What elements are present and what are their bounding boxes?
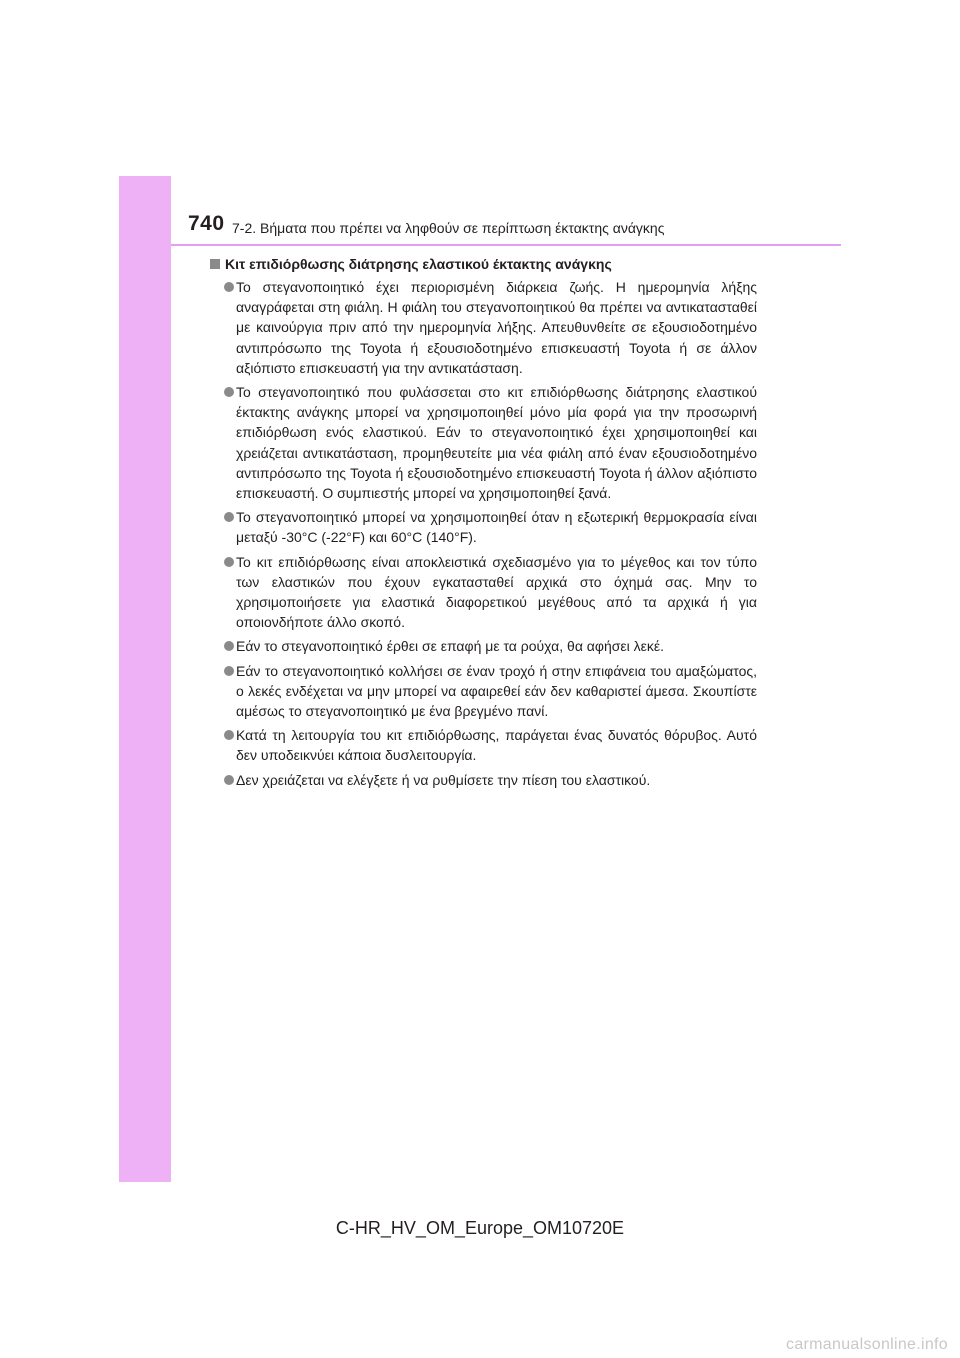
list-item (209, 382, 757, 503)
list-item (209, 725, 757, 765)
bullet-list (209, 277, 757, 790)
list-item-text: Κατά τη λειτουργία του κιτ επιδιόρθωσης, παράγεται ένας δυνατός θόρυβος. Αυτό δεν υποδεικνύει κάποια δυσλειτουργία. (236, 727, 757, 764)
list-item (209, 770, 757, 790)
round-bullet-icon (224, 730, 234, 740)
list-item (209, 277, 757, 378)
list-item (209, 636, 757, 656)
round-bullet-icon (224, 512, 234, 522)
list-item-text: Εάν το στεγανοποιητικό έρθει σε επαφή με τα ρούχα, θα αφήσει λεκέ. (236, 638, 665, 655)
document-code: C-HR_HV_OM_Europe_OM10720E (335, 1218, 625, 1238)
square-bullet-icon (210, 259, 220, 269)
header-divider (171, 244, 841, 246)
list-item-text: Το στεγανοποιητικό μπορεί να χρησιμοποιηθεί όταν η εξωτερική θερμοκρασία είναι μεταξύ -30°C (-22°F) και 60°C (140°F). (236, 509, 757, 546)
section-heading (209, 254, 757, 274)
round-bullet-icon (224, 641, 234, 651)
round-bullet-icon (224, 387, 234, 397)
round-bullet-icon (224, 557, 234, 567)
list-item (209, 507, 757, 547)
list-item-text: Εάν το στεγανοποιητικό κολλήσει σε έναν τροχό ή στην επιφάνεια του αμαξώματος, ο λεκές ενδέχεται να μην μπορεί να αφαιρεθεί εάν δεν καθαριστεί άμεσα. Σκουπίστε αμέσως το στεγανοποιητικό με ένα βρεγμένο πανί. (236, 662, 757, 720)
list-item-text: Το στεγανοποιητικό που φυλάσσεται στο κιτ επιδιόρθωσης διάτρησης ελαστικού έκτακτης ανάγκης μπορεί να χρησιμοποιηθεί μόνο μία φορά για την προσωρινή επιδιόρθωση ενός ελαστικού. Εάν το στεγανοποιητικό έχει χρησιμοποιηθεί και χρειάζεται αντικατάσταση, προμηθευτείτε μια νέα φιάλη από έναν εξουσιοδοτημένο αντιπρόσωπο της Toyota ή εξουσιοδοτημένο επισκευαστή Toyota ή άλλον αξιόπιστο επισκευαστή. Ο συμπιεστής μπορεί να χρησιμοποιηθεί ξανά. (236, 384, 757, 502)
watermark-link[interactable]: carmanualsonline.info (786, 1336, 948, 1353)
list-item-text: Το κιτ επιδιόρθωσης είναι αποκλειστικά σχεδιασμένο για το μέγεθος και τον τύπο των ελαστικών που έχουν εγκατασταθεί αρχικά στο όχημά σας. Μην το χρησιμοποιήσετε για ελαστικά διαφορετικού μεγέθους από τα αρχικά ή για οποιονδήποτε άλλο σκοπό. (236, 553, 757, 631)
section-emergency-tire-puncture-kit (209, 254, 757, 794)
list-item (209, 552, 757, 633)
list-item (209, 661, 757, 722)
chapter-side-band (119, 176, 171, 1182)
list-item-text: Δεν χρειάζεται να ελέγξετε ή να ρυθμίσετε την πίεση του ελαστικού. (236, 771, 651, 788)
section-heading-text: Κιτ επιδιόρθωσης διάτρησης ελαστικού έκτακτης ανάγκης (225, 256, 612, 272)
round-bullet-icon (224, 666, 234, 676)
chapter-title: 7-2. Βήματα που πρέπει να ληφθούν σε περίπτωση έκτακτης ανάγκης (232, 220, 665, 236)
round-bullet-icon (224, 775, 234, 785)
page-header (171, 176, 841, 248)
list-item-text: Το στεγανοποιητικό έχει περιορισμένη διάρκεια ζωής. Η ημερομηνία λήξης αναγράφεται στη φιάλη. Η φιάλη του στεγανοποιητικού θα πρέπει να αντικατασταθεί με καινούργια πριν από την ημερομηνία λήξης. Απευθυνθείτε σε εξουσιοδοτημένο αντιπρόσωπο της Toyota ή εξουσιοδοτημένο επισκευαστή Toyota ή σε άλλον αξιόπιστο επισκευαστή για την αντικατάσταση. (236, 279, 757, 376)
page-number: 740 (188, 212, 225, 235)
round-bullet-icon (224, 282, 234, 292)
